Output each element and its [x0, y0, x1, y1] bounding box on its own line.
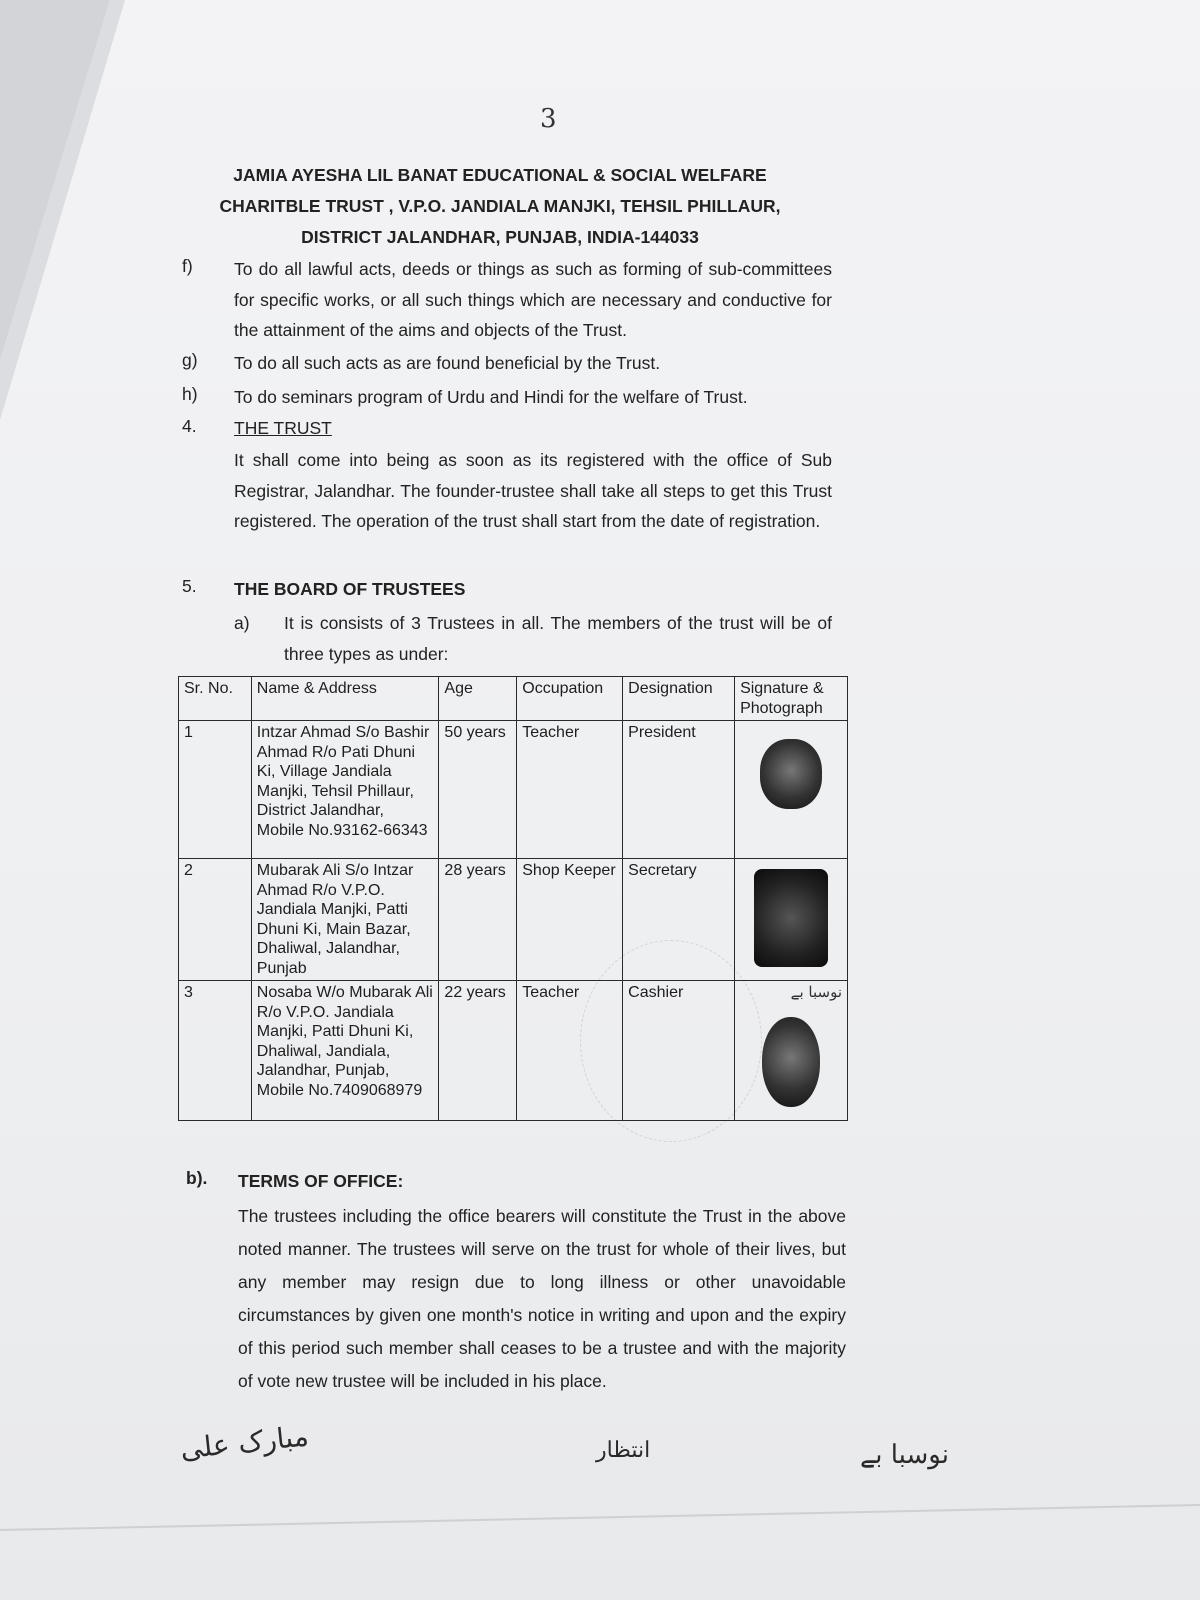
item-text-h: To do seminars program of Urdu and Hindi for the welfare of Trust. — [234, 387, 748, 407]
cell-name-address: Mubarak Ali S/o Intzar Ahmad R/o V.P.O. Jandiala Manjki, Patti Dhuni Ki, Main Bazar, Dhaliwal, Jalandhar, Punjab — [251, 859, 439, 981]
terms-text: The trustees including the office bearers will constitute the Trust in the above noted manner. The trustees will serve on the trust for whole of their lives, but any member may resign due to long illness or other unavoidable circumstances by given one month's notice in writing and upon and the expiry of this period such member shall ceases to be a trustee and with the majority of vote new trustee will be included in his place. — [238, 1206, 846, 1391]
col-header-designation: Designation — [623, 677, 735, 721]
section-4-text: It shall come into being as soon as its registered with the office of Sub Registrar, Jalandhar. The founder-trustee shall take all steps to get this Trust registered. The operation of the trust shall start from the date of registration. — [234, 450, 832, 531]
page-number: 3 — [540, 104, 557, 134]
cell-name-address: Intzar Ahmad S/o Bashir Ahmad R/o Pati Dhuni Ki, Village Jandiala Manjki, Tehsil Phillaur, District Jalandhar, Mobile No.93162-66343 — [251, 721, 439, 859]
terms-heading: TERMS OF OFFICE: — [238, 1171, 404, 1191]
document-header — [190, 160, 810, 253]
cell-occupation: Teacher — [517, 981, 623, 1121]
cell-age: 28 years — [439, 859, 517, 981]
cell-designation: Secretary — [623, 859, 735, 981]
signature-middle: انتظار — [596, 1438, 651, 1463]
signature-left: مبارک علی — [178, 1419, 311, 1466]
cell-designation: Cashier — [623, 981, 735, 1121]
table-row — [179, 721, 848, 859]
section-5-sub-text: It is consists of 3 Trustees in all. The members of the trust will be of three types as under: — [284, 613, 832, 664]
section-5-number: 5. — [182, 576, 197, 596]
section-4-heading: THE TRUST — [234, 418, 332, 438]
table-header-row — [179, 677, 848, 721]
trustee-photo — [754, 869, 828, 967]
cell-occupation: Shop Keeper — [517, 859, 623, 981]
section-4-number: 4. — [182, 416, 197, 436]
header-line-1: JAMIA AYESHA LIL BANAT EDUCATIONAL & SOCIAL WELFARE — [233, 165, 767, 185]
table-row — [179, 859, 848, 981]
cell-occupation: Teacher — [517, 721, 623, 859]
col-header-age: Age — [439, 677, 517, 721]
col-header-occupation: Occupation — [517, 677, 623, 721]
item-marker-h: h) — [182, 384, 198, 404]
cell-sr: 3 — [179, 981, 252, 1121]
cell-age: 50 years — [439, 721, 517, 859]
section-5-sub-marker: a) — [234, 613, 250, 633]
cell-age: 22 years — [439, 981, 517, 1121]
signature-right: نوسبا بے — [860, 1440, 949, 1470]
trustee-signature: نوسبا بے — [790, 983, 842, 1001]
header-line-2: CHARITBLE TRUST , V.P.O. JANDIALA MANJKI, TEHSIL PHILLAUR, — [219, 196, 781, 216]
item-marker-f: f) — [182, 256, 193, 276]
col-header-sr: Sr. No. — [179, 677, 252, 721]
cell-photo — [735, 721, 848, 859]
col-header-name: Name & Address — [251, 677, 439, 721]
col-header-signature: Signature & Photograph — [735, 677, 848, 721]
cell-sr: 1 — [179, 721, 252, 859]
trustee-photo — [762, 1017, 820, 1107]
header-line-3: DISTRICT JALANDHAR, PUNJAB, INDIA-144033 — [301, 227, 699, 247]
item-text-f: To do all lawful acts, deeds or things as such as forming of sub-committees for specific works, or all such things which are necessary and conductive for the attainment of the aims and objects of the Trust. — [234, 259, 832, 340]
cell-sr: 2 — [179, 859, 252, 981]
cell-photo — [735, 859, 848, 981]
faded-stamp — [580, 940, 762, 1142]
cell-designation: President — [623, 721, 735, 859]
trustee-photo — [760, 739, 822, 809]
terms-marker: b). — [186, 1168, 208, 1188]
section-5-heading: THE BOARD OF TRUSTEES — [234, 579, 466, 599]
item-marker-g: g) — [182, 350, 198, 370]
item-text-g: To do all such acts as are found beneficial by the Trust. — [234, 353, 661, 373]
cell-name-address: Nosaba W/o Mubarak Ali R/o V.P.O. Jandiala Manjki, Patti Dhuni Ki, Dhaliwal, Jandiala, Jalandhar, Punjab, Mobile No.7409068979 — [251, 981, 439, 1121]
